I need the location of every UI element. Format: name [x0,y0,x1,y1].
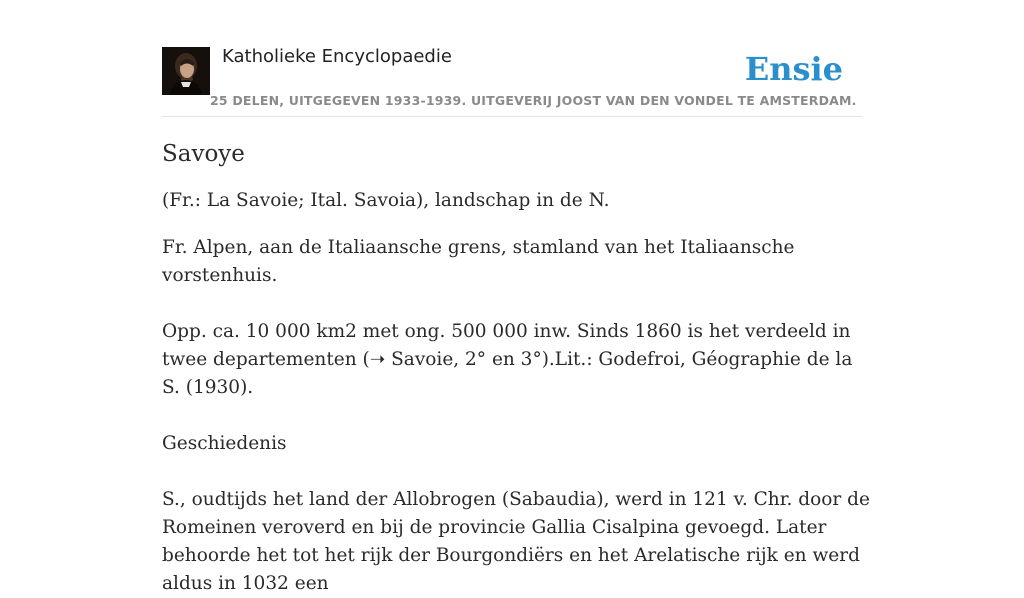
brand-logo[interactable]: Ensie [744,50,843,88]
article-lead: (Fr.: La Savoie; Ital. Savoia), landschap in de N. [162,190,610,211]
article-paragraph: Opp. ca. 10 000 km2 met ong. 500 000 inw. Sinds 1860 is het verdeeld in twee departementen (➝ Savoie, 2° en 3°).Lit.: Godefroi, Géographie de la S. (1930). [162,321,853,398]
source-header [162,46,862,117]
article-paragraph: S., oudtijds het land der Allobrogen (Sabaudia), werd in 121 v. Chr. door de Romeinen veroverd en bij de provincie Gallia Cisalpina gevoegd. Later behoorde het tot het rijk der Bourgondiërs en het Arelatische rijk en werd aldus in 1032 een [162,489,870,594]
article-body [162,138,872,598]
portrait-avatar-icon[interactable] [162,47,210,95]
source-title[interactable]: Katholieke Encyclopaedie [222,46,452,67]
source-subtitle: 25 DELEN, UITGEGEVEN 1933-1939. UITGEVERIJ JOOST VAN DEN VONDEL TE AMSTERDAM. [210,93,857,108]
portrait-avatar-svg [162,47,210,95]
article-title: Savoye [162,141,245,167]
article-paragraph: Fr. Alpen, aan de Italiaansche grens, stamland van het Italiaansche vorstenhuis. [162,237,795,286]
section-heading-geschiedenis: Geschiedenis [162,433,287,454]
